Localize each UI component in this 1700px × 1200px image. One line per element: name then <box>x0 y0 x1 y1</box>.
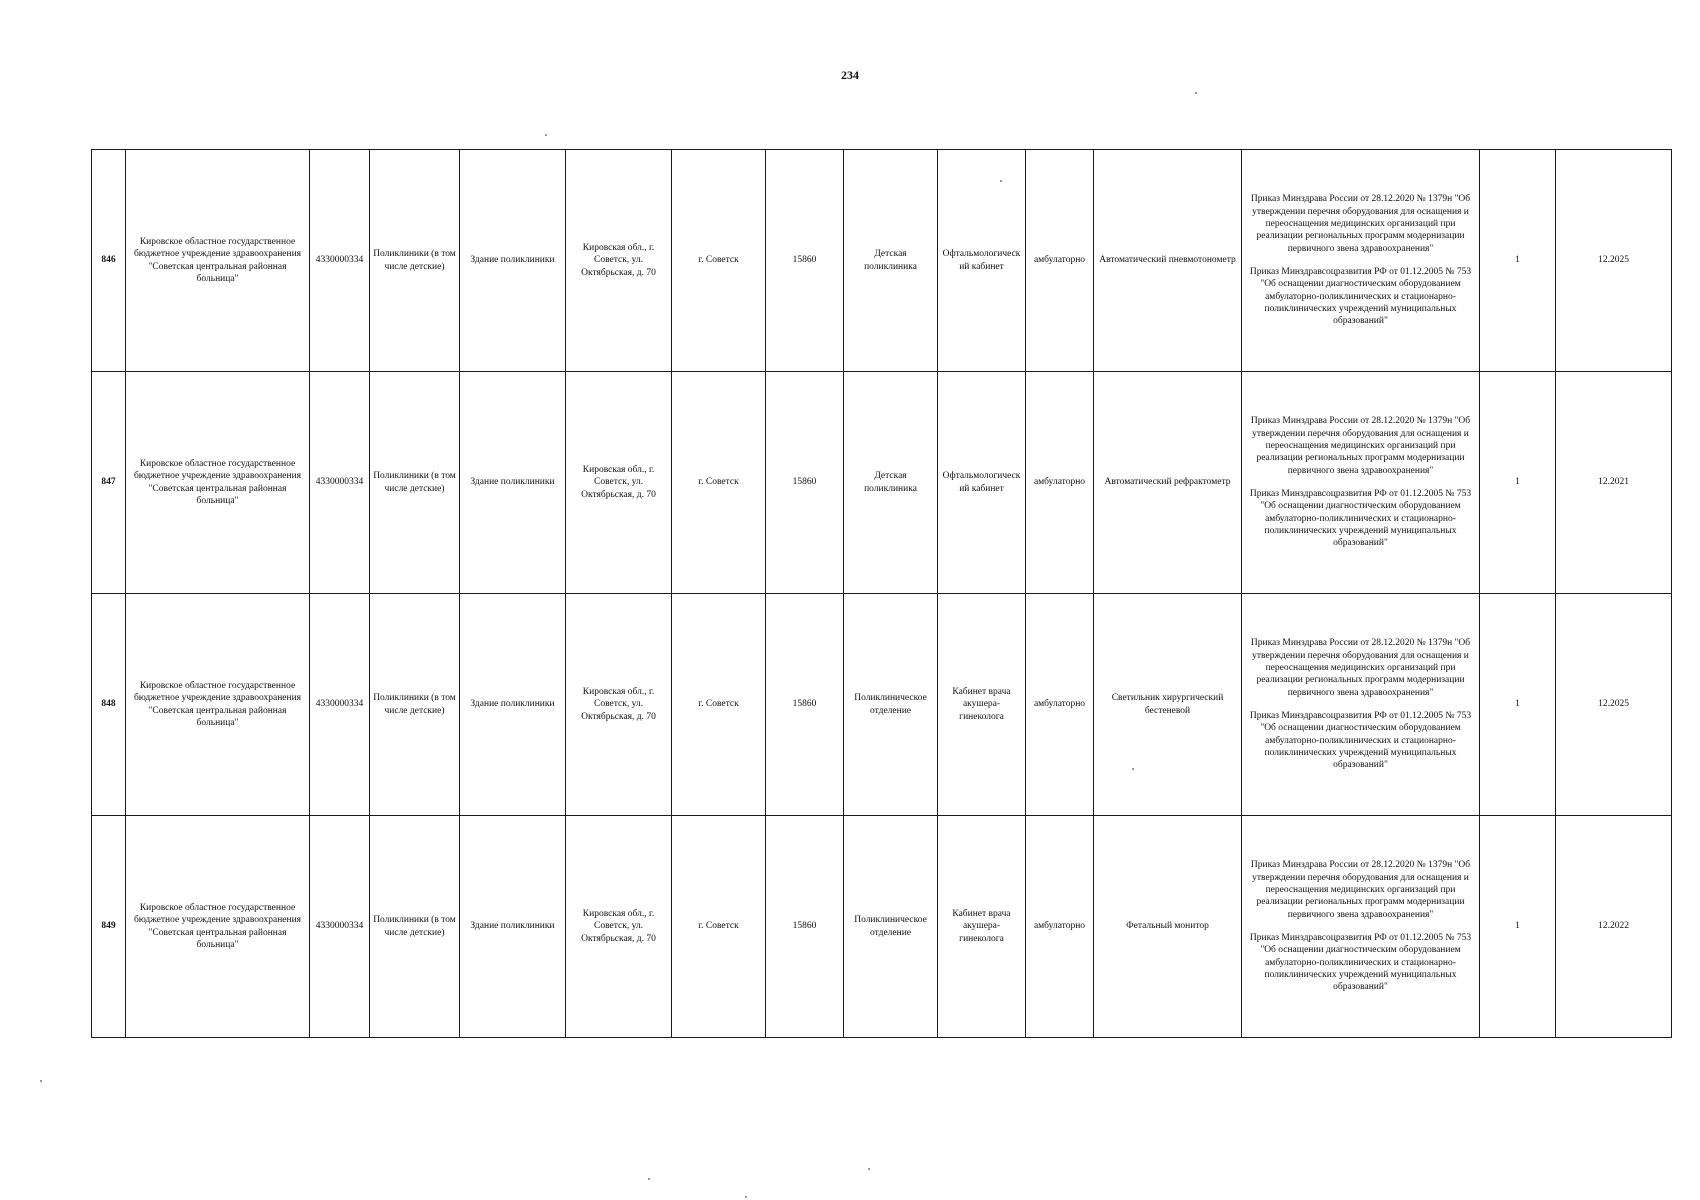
scan-speck <box>545 134 547 136</box>
organization-name: Кировское областное государственное бюджетное учреждение здравоохранения "Советская центральная районная больница" <box>126 816 310 1038</box>
address: Кировская обл., г. Советск, ул. Октябрьская, д. 70 <box>566 594 672 816</box>
delivery-date: 12.2021 <box>1556 372 1672 594</box>
equipment-name: Светильник хирургический бестеневой <box>1094 594 1242 816</box>
regulation-order-1379n: Приказ Минздрава России от 28.12.2020 № 1379н "Об утверждении перечня оборудования для оснащения и переоснащения медицинских организаций при реализации региональных программ модернизации первичного звена здравоохранения" <box>1250 860 1471 920</box>
row-number: 848 <box>92 594 126 816</box>
quantity: 1 <box>1480 150 1556 372</box>
room: Кабинет врача акушера-гинеколога <box>938 816 1026 1038</box>
inn: 4330000334 <box>310 372 370 594</box>
table-body <box>92 150 1672 1038</box>
care-form: амбулаторно <box>1026 816 1094 1038</box>
organization-type: Поликлиники (в том числе детские) <box>370 150 460 372</box>
quantity: 1 <box>1480 372 1556 594</box>
quantity: 1 <box>1480 816 1556 1038</box>
regulatory-documents <box>1242 372 1480 594</box>
organization-type: Поликлиники (в том числе детские) <box>370 372 460 594</box>
address: Кировская обл., г. Советск, ул. Октябрьская, д. 70 <box>566 816 672 1038</box>
scan-speck <box>648 1178 650 1180</box>
row-number: 847 <box>92 372 126 594</box>
inn: 4330000334 <box>310 594 370 816</box>
population: 15860 <box>766 594 844 816</box>
table-row <box>92 816 1672 1038</box>
equipment-name: Автоматический рефрактометр <box>1094 372 1242 594</box>
regulatory-documents <box>1242 816 1480 1038</box>
department: Поликлиническое отделение <box>844 816 938 1038</box>
scan-speck <box>1132 768 1134 770</box>
regulatory-documents <box>1242 150 1480 372</box>
regulation-order-1379n: Приказ Минздрава России от 28.12.2020 № 1379н "Об утверждении перечня оборудования для оснащения и переоснащения медицинских организаций при реализации региональных программ модернизации первичного звена здравоохранения" <box>1250 194 1471 254</box>
scan-speck <box>745 1196 747 1198</box>
department: Детская поликлиника <box>844 372 938 594</box>
delivery-date: 12.2025 <box>1556 594 1672 816</box>
room: Офтальмологический кабинет <box>938 150 1026 372</box>
building: Здание поликлиники <box>460 150 566 372</box>
row-number: 849 <box>92 816 126 1038</box>
building: Здание поликлиники <box>460 594 566 816</box>
organization-name: Кировское областное государственное бюджетное учреждение здравоохранения "Советская центральная районная больница" <box>126 594 310 816</box>
room: Кабинет врача акушера-гинеколога <box>938 594 1026 816</box>
row-number: 846 <box>92 150 126 372</box>
regulation-order-753: Приказ Минздравсоцразвития РФ от 01.12.2005 № 753 "Об оснащении диагностическим оборудованием амбулаторно-поликлинических и стационарно-поликлинических учреждений муниципальных образований" <box>1249 267 1472 327</box>
regulation-order-753: Приказ Минздравсоцразвития РФ от 01.12.2005 № 753 "Об оснащении диагностическим оборудованием амбулаторно-поликлинических и стационарно-поликлинических учреждений муниципальных образований" <box>1249 711 1472 771</box>
organization-type: Поликлиники (в том числе детские) <box>370 816 460 1038</box>
room: Офтальмологический кабинет <box>938 372 1026 594</box>
regulation-order-1379n: Приказ Минздрава России от 28.12.2020 № 1379н "Об утверждении перечня оборудования для оснащения и переоснащения медицинских организаций при реализации региональных программ модернизации первичного звена здравоохранения" <box>1250 638 1471 698</box>
regulation-order-753: Приказ Минздравсоцразвития РФ от 01.12.2005 № 753 "Об оснащении диагностическим оборудованием амбулаторно-поликлинических и стационарно-поликлинических учреждений муниципальных образований" <box>1249 489 1472 549</box>
population: 15860 <box>766 372 844 594</box>
department: Поликлиническое отделение <box>844 594 938 816</box>
care-form: амбулаторно <box>1026 594 1094 816</box>
address: Кировская обл., г. Советск, ул. Октябрьская, д. 70 <box>566 150 672 372</box>
building: Здание поликлиники <box>460 816 566 1038</box>
scan-speck <box>40 1080 42 1082</box>
inn: 4330000334 <box>310 150 370 372</box>
scan-speck <box>1000 180 1002 182</box>
regulation-order-1379n: Приказ Минздрава России от 28.12.2020 № 1379н "Об утверждении перечня оборудования для оснащения и переоснащения медицинских организаций при реализации региональных программ модернизации первичного звена здравоохранения" <box>1250 416 1471 476</box>
inn: 4330000334 <box>310 816 370 1038</box>
department: Детская поликлиника <box>844 150 938 372</box>
equipment-name: Фетальный монитор <box>1094 816 1242 1038</box>
page-number: 234 <box>841 68 859 82</box>
building: Здание поликлиники <box>460 372 566 594</box>
population: 15860 <box>766 816 844 1038</box>
care-form: амбулаторно <box>1026 372 1094 594</box>
scan-speck <box>1195 92 1197 94</box>
quantity: 1 <box>1480 594 1556 816</box>
city: г. Советск <box>672 594 766 816</box>
table-row <box>92 594 1672 816</box>
city: г. Советск <box>672 150 766 372</box>
equipment-name: Автоматический пневмотонометр <box>1094 150 1242 372</box>
table-row <box>92 150 1672 372</box>
delivery-date: 12.2025 <box>1556 150 1672 372</box>
organization-type: Поликлиники (в том числе детские) <box>370 594 460 816</box>
organization-name: Кировское областное государственное бюджетное учреждение здравоохранения "Советская центральная районная больница" <box>126 150 310 372</box>
regulatory-documents <box>1242 594 1480 816</box>
scan-speck <box>868 1168 870 1170</box>
delivery-date: 12.2022 <box>1556 816 1672 1038</box>
regulation-order-753: Приказ Минздравсоцразвития РФ от 01.12.2005 № 753 "Об оснащении диагностическим оборудованием амбулаторно-поликлинических и стационарно-поликлинических учреждений муниципальных образований" <box>1249 933 1472 993</box>
address: Кировская обл., г. Советск, ул. Октябрьская, д. 70 <box>566 372 672 594</box>
equipment-table <box>91 149 1672 1038</box>
organization-name: Кировское областное государственное бюджетное учреждение здравоохранения "Советская центральная районная больница" <box>126 372 310 594</box>
city: г. Советск <box>672 816 766 1038</box>
city: г. Советск <box>672 372 766 594</box>
care-form: амбулаторно <box>1026 150 1094 372</box>
table-row <box>92 372 1672 594</box>
population: 15860 <box>766 150 844 372</box>
